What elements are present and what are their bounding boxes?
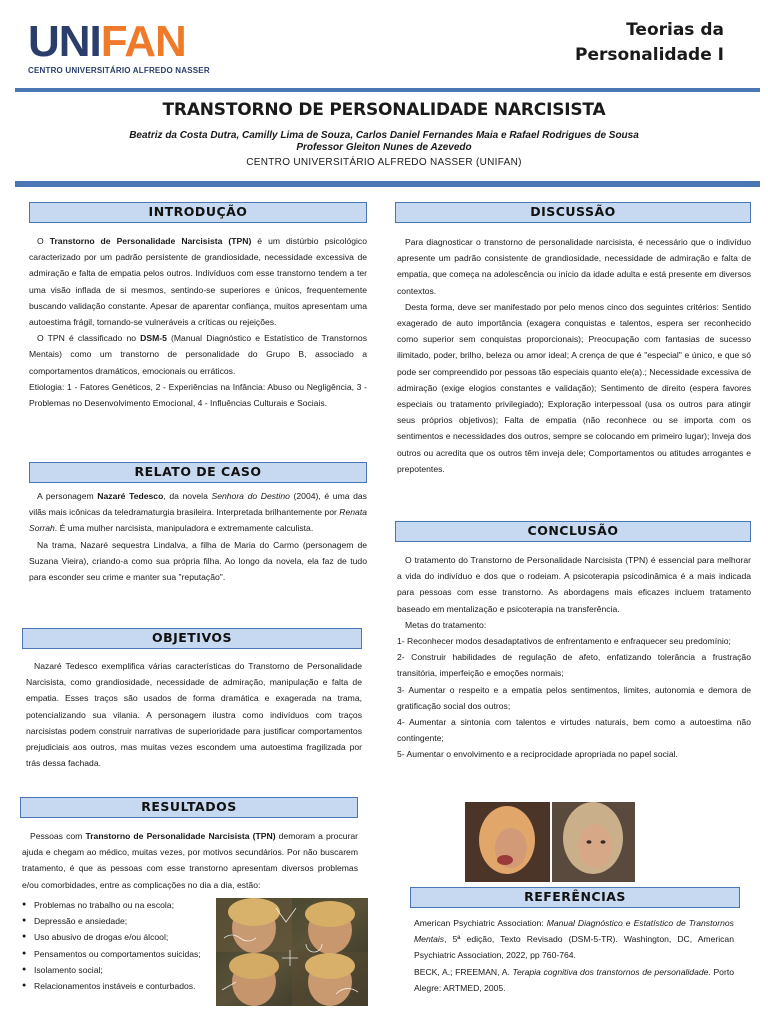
section-heading-objetivos: OBJETIVOS	[22, 628, 362, 649]
section-heading-relato: RELATO DE CASO	[29, 462, 367, 483]
conclusao-text: O tratamento do Transtorno de Personalidade Narcisista (TPN) é essencial para melhorar a vida do indivíduo e dos que o rodeiam. A psicoterapia psicodinâmica é a mais indicada para pessoas com esse transtorno. As abordagens mais eficazes incluem tratamento baseado em mentalização e psicoterapia na transferência. Metas do tratamento: 1- Reconhecer modos desadaptativos de enfrentamento e enfraquecer seu predomínio; 2- Construir habilidades de regulação de afeto, enfatizando tolerância a frustração transitória, imperfeição e emoções normais; 3- Aumentar o respeito e a empatia pelos sentimentos, limites, autonomia e demora de gratificação social dos outros; 4- Aumentar a sintonia com talentos e virtudes naturais, bem como a autoestima não contingente; 5- Aumentar o envolvimento e a reciprocidade apropriada no papel social.	[397, 552, 751, 763]
list-item: ● Uso abusivo de drogas e/ou álcool;	[22, 929, 218, 945]
section-heading-introducao: INTRODUÇÃO	[29, 202, 367, 223]
referencias-text	[414, 915, 734, 996]
list-item: 5- Aumentar o envolvimento e a reciprocidade apropriada no papel social.	[397, 749, 678, 760]
list-item: 4- Aumentar a sintonia com talentos e virtudes naturais, bem como a autoestima não contingente;	[397, 717, 751, 744]
poster-title: TRANSTORNO DE PERSONALIDADE NARCISISTA	[162, 100, 606, 120]
introducao-text: O Transtorno de Personalidade Narcisista (TPN) é um distúrbio psicológico caracterizado por um padrão persistente de grandiosidade, necessidade excessiva de admiração e falta de empatia pelos outros. Indivíduos com esse transtorno tendem a ter uma visão inflada de si mesmos, sentindo-se superiores e únicos, frequentemente buscando validação constante. Apesar de aparentar confiança, muitos apresentam uma autoestima frágil, tornando-se vulneráveis a críticas ou rejeições. O TPN é classificado no DSM-5 (Manual Diagnóstico e Estatístico de Transtornos Mentais) como um transtorno de personalidade do Grupo B, associado a comportamentos dramáticos, emocionais ou erráticos. Etiologia: 1 - Fatores Genéticos, 2 - Experiências na Infância: Abuso ou Negligência, 3 - Problemas no Desenvolvimento Emocional, 4 - Influências Culturais e Sociais.	[29, 236, 367, 409]
list-item: ● Pensamentos ou comportamentos suicidas;	[22, 946, 218, 962]
objetivos-text: Nazaré Tedesco exemplifica várias características do Transtorno de Personalidade Narcisista, como grandiosidade, necessidade de admiração, manipulação e falta de empatia. Esses traços são usados de forma dramática e exagerada na trama, potencializando sua vilania. A personagem ilustra como indivíduos com traços narcisistas podem construir narrativas de superioridade para justificar comportamentos prejudiciais aos outros, mas muitas vezes escondem uma autoestima fragilizada por trás dessa fachada.	[26, 661, 362, 769]
authors: Beatriz da Costa Dutra, Camilly Lima de Souza, Carlos Daniel Fernandes Maia e Rafael Rodrigues de Sousa Professor Gleiton Nunes de Azevedo	[0, 130, 768, 154]
resultados-list	[22, 897, 218, 994]
list-item: 2- Construir habilidades de regulação de afeto, enfatizando tolerância a frustração transitória, imperfeição e emoções normais;	[397, 652, 751, 679]
course-title: Teorias da Personalidade I	[575, 20, 724, 65]
photo-nazare-scene-art	[465, 802, 635, 882]
unifan-logo	[28, 17, 210, 78]
header-divider-top	[15, 88, 760, 92]
section-heading-referencias: REFERÊNCIAS	[410, 887, 740, 908]
discussao-text: Para diagnosticar o transtorno de personalidade narcisista, é necessário que o indivíduo apresente um padrão consistente de grandiosidade, necessidade de admiração e falta de empatia, que começa na adolescência ou início da idade adulta e está presente em diversos contextos. Desta forma, deve ser manifestado por pelo menos cinco dos seguintes critérios: Sentido exagerado de auto importância (exagera conquistas e talentos, espera ser reconhecido como superior sem conquistas proporcionais); Preocupação com fantasias de sucesso ilimitado, poder, brilho, beleza ou amor ideal; A crença de que é "especial" e único, e que só pode ser compreendido por pessoas tão especiais quanto ele(a).; Necessidade excessiva de admiração (exige elogios constantes e validação); Sentimento de direito (espera favores especiais ou tratamento privilegiado); Exploração interpessoal (usa os outros para atingir seus próprios objetivos); Falta de empatia (não reconhece ou se importa com os sentimentos e necessidades dos outros, sempre se colocando em primeiro lugar); Inveja dos outros ou acredita que os outros têm inveja dele; Comportamentos ou atitudes arrogantes e prepotentes.	[397, 237, 751, 474]
section-heading-conclusao: CONCLUSÃO	[395, 521, 751, 542]
logo-wordmark: UNIFAN	[28, 17, 186, 66]
section-heading-discussao: DISCUSSÃO	[395, 202, 751, 223]
section-heading-resultados: RESULTADOS	[20, 797, 358, 818]
photo-nazare-confused-art	[216, 898, 368, 1006]
header-divider-bottom	[15, 181, 760, 187]
list-item: ● Isolamento social;	[22, 962, 218, 978]
institution: CENTRO UNIVERSITÁRIO ALFREDO NASSER (UNIFAN)	[246, 157, 522, 168]
reference-item: BECK, A.; FREEMAN, A. Terapia cognitiva dos transtornos de personalidade. Porto Alegre: ARTMED, 2005.	[414, 966, 734, 993]
photo-nazare-confused	[216, 898, 368, 1006]
resultados-text: Pessoas com Transtorno de Personalidade Narcisista (TPN) demoram a procurar ajuda e chegam ao médico, muitas vezes, por motivos secundários. Por não buscarem tratamento, é que as pessoas com esse transtorno apresentam diversos problemas e/ou comorbidades, entre as complicações no dia a dia, estão:	[22, 831, 358, 890]
list-item: ● Relacionamentos instáveis e conturbados.	[22, 978, 218, 994]
relato-text: A personagem Nazaré Tedesco, da novela Senhora do Destino (2004), é uma das vilãs mais icônicas da teledramaturgia brasileira. Interpretada brilhantemente por Renata Sorrah. É uma mulher narcisista, manipuladora e extremamente calculista. Na trama, Nazaré sequestra Lindalva, a filha de Maria do Carmo (personagem de Suzana Vieira), criando-a como sua própria filha. Ao longo da novela, ela faz de tudo para esconder seu crime e manter sua "reputação".	[29, 491, 367, 583]
list-item: ● Problemas no trabalho ou na escola;	[22, 897, 218, 913]
reference-item: American Psychiatric Association: Manual Diagnóstico e Estatístico de Transtornos Mentais, 5ª edição, Texto Revisado (DSM-5-TR). Washington, DC, American Psychiatric Association, 2022, pp 760-764.	[414, 918, 734, 961]
list-item: 3- Aumentar o respeito e a empatia pelos sentimentos, limites, autonomia e demora de gratificação social dos outros;	[397, 684, 751, 711]
professor: Professor Gleiton Nunes de Azevedo	[296, 142, 472, 153]
photo-nazare-scene	[465, 802, 635, 882]
logo-subtitle: CENTRO UNIVERSITÁRIO ALFREDO NASSER	[28, 66, 210, 75]
list-item: 1- Reconhecer modos desadaptativos de enfrentamento e enfraquecer seu predomínio;	[397, 636, 731, 647]
list-item: ● Depressão e ansiedade;	[22, 913, 218, 929]
